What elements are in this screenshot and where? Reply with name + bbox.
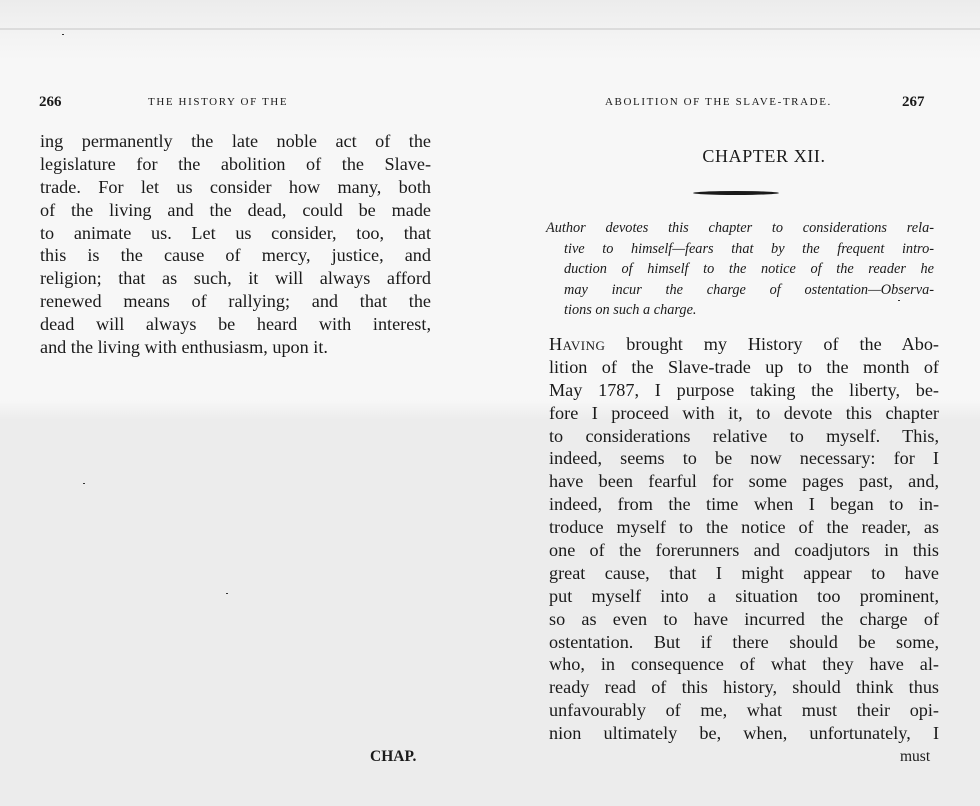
text-line: renewed means of rallying; and that the <box>40 291 431 312</box>
synopsis-line: may incur the charge of ostentation—Observa- <box>564 281 934 298</box>
text-line: legislature for the abolition of the Slave- <box>40 153 431 174</box>
text-line: who, in consequence of what they have al- <box>549 654 939 675</box>
synopsis-line: tive to himself—fears that by the frequent intro- <box>564 240 934 257</box>
chapter-heading: CHAPTER XII. <box>702 146 826 166</box>
text-line: to considerations relative to myself. This, <box>549 425 939 446</box>
text-line: so as even to have incurred the charge of <box>549 608 939 629</box>
opening-word: Having <box>549 334 606 354</box>
synopsis-line: duction of himself to the notice of the reader he <box>564 261 934 278</box>
paper-speck <box>62 34 64 35</box>
text-line: dead will always be heard with interest, <box>40 314 431 335</box>
text-line: fore I proceed with it, to devote this chapter <box>549 402 939 423</box>
synopsis-line: tions on such a charge. <box>564 302 697 319</box>
left-body-text <box>40 130 431 359</box>
text-line: have been fearful for some pages past, and, <box>549 471 939 492</box>
text-line: nion ultimately be, when, unfortunately, I <box>549 723 939 744</box>
text-line: one of the forerunners and coadjutors in this <box>549 540 939 561</box>
text-line: this is the cause of mercy, justice, and <box>40 245 431 266</box>
opening-line-rest: brought my History of the Abo- <box>605 334 939 354</box>
text-line: ostentation. But if there should be some, <box>549 631 939 652</box>
text-line: unfavourably of me, what must their opi- <box>549 700 939 721</box>
paper-speck <box>226 593 228 594</box>
text-line: of the living and the dead, could be made <box>40 199 431 220</box>
left-page <box>0 0 480 806</box>
page-number-right: 267 <box>902 94 925 110</box>
text-line: to animate us. Let us consider, too, that <box>40 222 431 243</box>
text-line: ready read of this history, should think thus <box>549 677 939 698</box>
catchword-right: must <box>900 748 931 765</box>
text-line: put myself into a situation too prominent, <box>549 585 939 606</box>
text-line-opening <box>549 333 939 356</box>
right-page <box>490 0 980 806</box>
page-number-left: 266 <box>39 94 62 110</box>
text-line: May 1787, I purpose taking the liberty, be- <box>549 379 939 400</box>
text-line: indeed, from the time when I began to in- <box>549 494 939 515</box>
text-line: religion; that as such, it will always afford <box>40 268 431 289</box>
synopsis-line: Author devotes this chapter to considerations rela- <box>546 220 934 236</box>
text-line: great cause, that I might appear to have <box>549 562 939 583</box>
catchword-left: CHAP. <box>370 748 417 765</box>
text-line: indeed, seems to be now necessary: for I <box>549 448 939 469</box>
text-line: and the living with enthusiasm, upon it. <box>40 337 328 358</box>
text-line: lition of the Slave-trade up to the month of <box>549 356 939 377</box>
ornament-rule <box>693 191 779 195</box>
chapter-synopsis <box>546 218 934 321</box>
text-line: troduce myself to the notice of the reader, as <box>549 517 939 538</box>
paper-speck <box>898 300 900 301</box>
running-head-left: THE HISTORY OF THE <box>148 96 289 108</box>
right-body-text <box>549 333 939 745</box>
paper-speck <box>83 483 85 484</box>
text-line: ing permanently the late noble act of the <box>40 131 431 151</box>
text-line: trade. For let us consider how many, both <box>40 176 431 197</box>
running-head-right: ABOLITION OF THE SLAVE-TRADE. <box>605 96 832 108</box>
